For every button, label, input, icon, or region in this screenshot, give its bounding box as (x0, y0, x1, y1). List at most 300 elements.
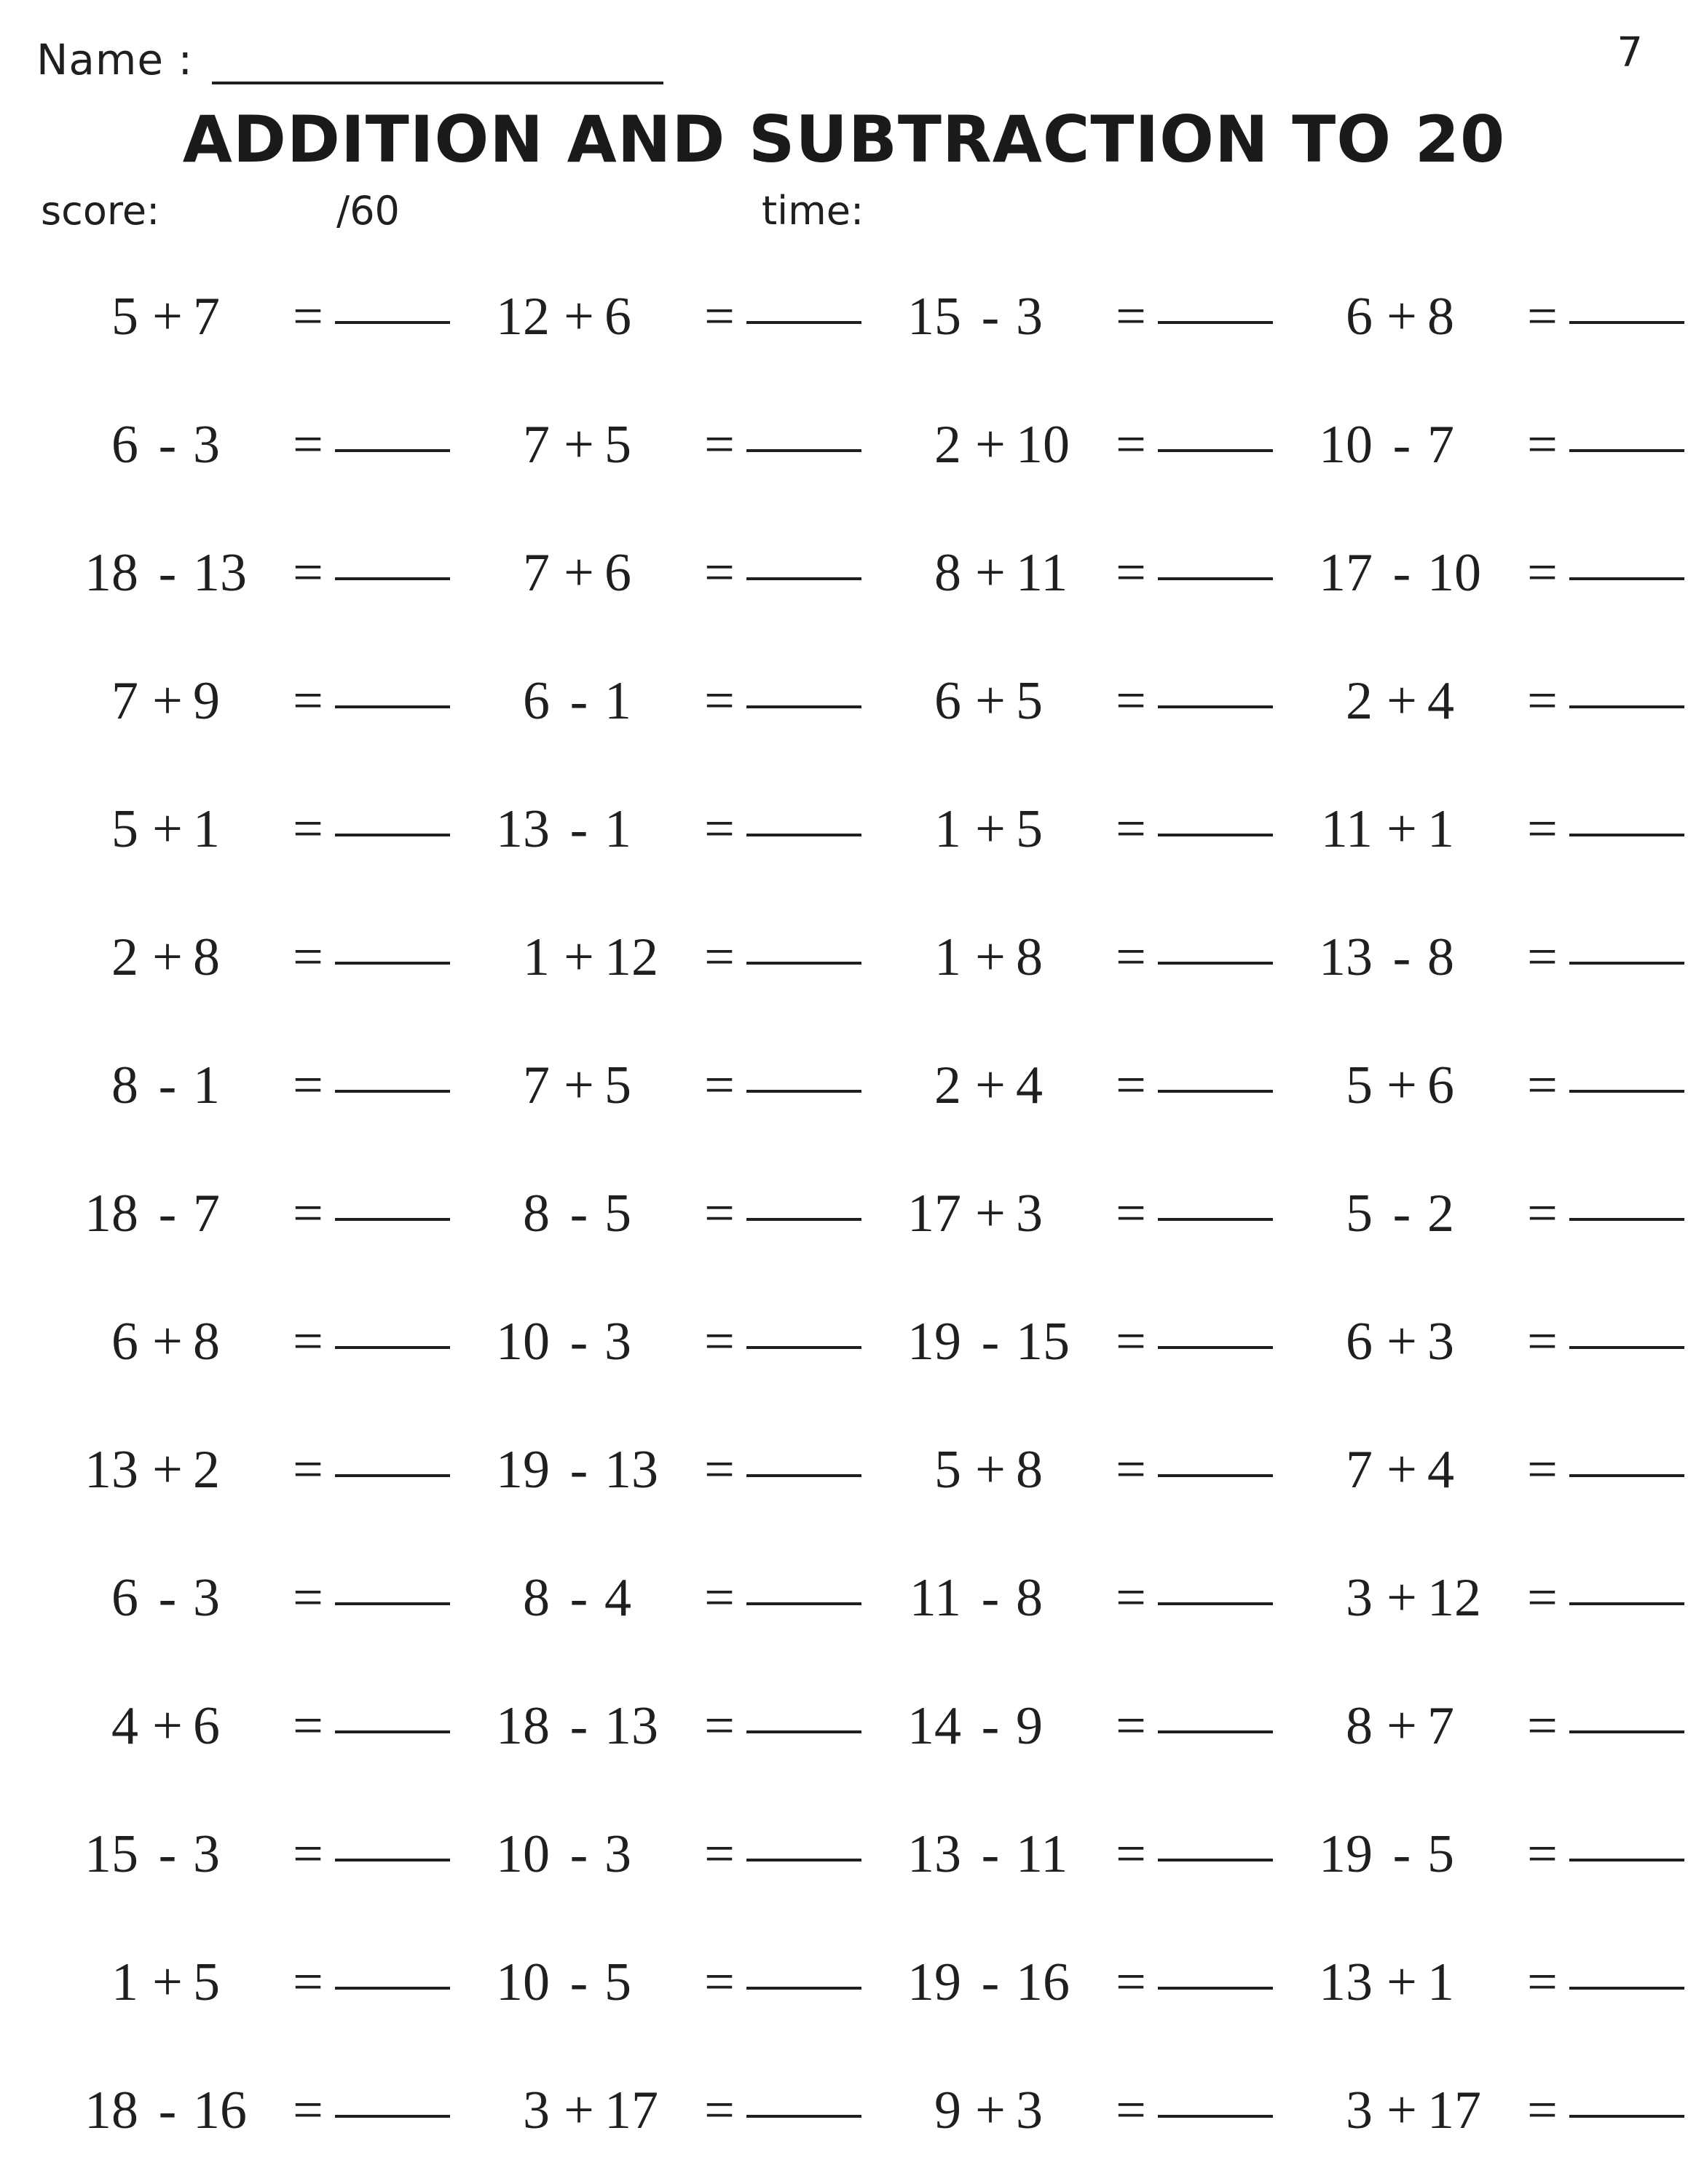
page-title: ADDITION AND SUBTRACTION TO 20 (182, 102, 1506, 177)
math-problem (867, 1818, 1274, 1891)
answer-blank[interactable] (1158, 1049, 1273, 1093)
operand-a: 10 (496, 1312, 550, 1372)
operand-b: 5 (1427, 1824, 1454, 1884)
operand-a: 18 (84, 2081, 138, 2140)
answer-blank[interactable] (746, 1562, 861, 1605)
operator: - (158, 1568, 177, 1628)
equals-sign: = (293, 1696, 323, 1756)
answer-blank[interactable] (746, 793, 861, 836)
operand-b: 9 (1016, 1696, 1043, 1756)
equals-sign: = (293, 1184, 323, 1243)
operand-b: 5 (604, 1056, 631, 1115)
operand-a: 13 (84, 1440, 138, 1500)
math-problem (44, 793, 451, 866)
operand-a: 19 (496, 1440, 550, 1500)
math-problem (455, 1049, 863, 1122)
equals-sign: = (1116, 1952, 1146, 2012)
operand-b: 7 (193, 287, 220, 347)
operator: + (975, 927, 1006, 987)
math-problem (867, 793, 1274, 866)
operator: - (1392, 1184, 1411, 1243)
answer-blank[interactable] (746, 1433, 861, 1477)
math-problem (44, 2074, 451, 2147)
math-problem (455, 408, 863, 481)
equals-sign: = (1527, 543, 1558, 603)
operand-b: 11 (1016, 1824, 1068, 1884)
answer-blank[interactable] (335, 1433, 450, 1477)
math-problem (44, 408, 451, 481)
math-problem (455, 2074, 863, 2147)
answer-blank[interactable] (1158, 1690, 1273, 1733)
operand-a: 9 (934, 2081, 961, 2140)
answer-blank[interactable] (1569, 1049, 1684, 1093)
operand-b: 3 (1427, 1312, 1454, 1372)
operand-b: 6 (604, 543, 631, 603)
equals-sign: = (1527, 1568, 1558, 1628)
operator: - (158, 543, 177, 603)
score-total: /60 (336, 188, 400, 234)
math-problem (867, 2074, 1274, 2147)
operand-b: 17 (1427, 2081, 1481, 2140)
equals-sign: = (1527, 1952, 1558, 2012)
operand-a: 2 (934, 415, 961, 475)
operand-b: 5 (193, 1952, 220, 2012)
equals-sign: = (1116, 1440, 1146, 1500)
answer-blank[interactable] (335, 1690, 450, 1733)
math-problem (455, 280, 863, 353)
math-problem (1278, 665, 1686, 737)
operand-a: 15 (907, 287, 961, 347)
operator: - (569, 1184, 588, 1243)
equals-sign: = (1527, 671, 1558, 731)
equals-sign: = (293, 1824, 323, 1884)
answer-blank[interactable] (335, 1177, 450, 1221)
operand-b: 8 (1427, 927, 1454, 987)
equals-sign: = (293, 287, 323, 347)
operand-b: 5 (604, 415, 631, 475)
math-problem (455, 537, 863, 609)
operand-b: 12 (604, 927, 658, 987)
answer-blank[interactable] (335, 1305, 450, 1349)
operand-b: 2 (193, 1440, 220, 1500)
operand-b: 3 (604, 1312, 631, 1372)
operand-b: 1 (1427, 799, 1454, 859)
operand-a: 1 (523, 927, 550, 987)
answer-blank[interactable] (1158, 2074, 1273, 2118)
operator: + (1387, 1312, 1417, 1372)
equals-sign: = (704, 1312, 735, 1372)
equals-sign: = (293, 1312, 323, 1372)
operand-b: 10 (1427, 543, 1481, 603)
equals-sign: = (1116, 543, 1146, 603)
math-problem (455, 793, 863, 866)
equals-sign: = (293, 1952, 323, 2012)
operand-b: 3 (604, 1824, 631, 1884)
math-problem (1278, 1946, 1686, 2019)
math-problem (867, 280, 1274, 353)
operand-a: 12 (496, 287, 550, 347)
operand-a: 17 (907, 1184, 961, 1243)
operand-b: 11 (1016, 543, 1068, 603)
operand-b: 3 (1016, 1184, 1043, 1243)
answer-blank[interactable] (1569, 921, 1684, 965)
operand-b: 15 (1016, 1312, 1070, 1372)
math-problem (867, 1946, 1274, 2019)
operand-a: 8 (934, 543, 961, 603)
answer-blank[interactable] (335, 1818, 450, 1861)
answer-blank[interactable] (1158, 1818, 1273, 1861)
operator: - (569, 1312, 588, 1372)
operand-a: 19 (1319, 1824, 1373, 1884)
equals-sign: = (704, 415, 735, 475)
operand-a: 5 (934, 1440, 961, 1500)
operand-b: 8 (193, 1312, 220, 1372)
answer-blank[interactable] (335, 665, 450, 708)
operator: - (981, 1952, 1000, 2012)
operand-b: 1 (1427, 1952, 1454, 2012)
answer-blank[interactable] (1569, 1305, 1684, 1349)
operand-b: 4 (1427, 671, 1454, 731)
answer-blank[interactable] (746, 408, 861, 452)
math-problem (867, 537, 1274, 609)
answer-blank[interactable] (1158, 280, 1273, 324)
answer-blank[interactable] (1569, 1177, 1684, 1221)
operator: + (1387, 1440, 1417, 1500)
equals-sign: = (1116, 1568, 1146, 1628)
operator: + (152, 1696, 183, 1756)
operand-a: 19 (907, 1312, 961, 1372)
equals-sign: = (293, 1568, 323, 1628)
answer-blank[interactable] (335, 1562, 450, 1605)
operator: + (564, 543, 594, 603)
operand-a: 10 (1319, 415, 1373, 475)
operator: + (975, 2081, 1006, 2140)
answer-blank[interactable] (1569, 1562, 1684, 1605)
equals-sign: = (1527, 2081, 1558, 2140)
math-problem (1278, 280, 1686, 353)
answer-blank[interactable] (1158, 537, 1273, 580)
math-problem (867, 1562, 1274, 1634)
operand-b: 3 (1016, 287, 1043, 347)
math-problem (455, 1562, 863, 1634)
math-problem (44, 280, 451, 353)
equals-sign: = (704, 1568, 735, 1628)
equals-sign: = (704, 1440, 735, 1500)
operator: - (981, 1312, 1000, 1372)
operand-b: 2 (1427, 1184, 1454, 1243)
operator: - (158, 1184, 177, 1243)
math-problem (44, 1818, 451, 1891)
operand-b: 13 (604, 1696, 658, 1756)
operand-a: 7 (523, 415, 550, 475)
operand-a: 11 (909, 1568, 961, 1628)
answer-blank[interactable] (1158, 921, 1273, 965)
operand-a: 6 (523, 671, 550, 731)
operand-a: 1 (111, 1952, 138, 2012)
equals-sign: = (1527, 1184, 1558, 1243)
answer-blank[interactable] (335, 793, 450, 836)
operand-a: 18 (496, 1696, 550, 1756)
math-problem (1278, 1305, 1686, 1378)
equals-sign: = (293, 927, 323, 987)
answer-blank[interactable] (1569, 2074, 1684, 2118)
operator: - (569, 1952, 588, 2012)
answer-blank[interactable] (746, 1818, 861, 1861)
operand-b: 16 (1016, 1952, 1070, 2012)
operator: + (1387, 2081, 1417, 2140)
answer-blank[interactable] (746, 1049, 861, 1093)
operand-a: 13 (1319, 1952, 1373, 2012)
math-problem (44, 1946, 451, 2019)
operator: + (975, 799, 1006, 859)
operand-b: 4 (604, 1568, 631, 1628)
operand-a: 5 (1346, 1056, 1373, 1115)
equals-sign: = (704, 927, 735, 987)
math-problem (1278, 921, 1686, 994)
answer-blank[interactable] (335, 1049, 450, 1093)
operator: + (152, 1312, 183, 1372)
answer-blank[interactable] (1569, 1818, 1684, 1861)
operand-a: 8 (111, 1056, 138, 1115)
operand-b: 13 (604, 1440, 658, 1500)
equals-sign: = (1116, 927, 1146, 987)
operator: + (1387, 1568, 1417, 1628)
operator: + (152, 1440, 183, 1500)
operand-a: 8 (1346, 1696, 1373, 1756)
equals-sign: = (1116, 287, 1146, 347)
operator: + (1387, 671, 1417, 731)
equals-sign: = (704, 543, 735, 603)
answer-blank[interactable] (1158, 1177, 1273, 1221)
math-problem (455, 1305, 863, 1378)
equals-sign: = (704, 1952, 735, 2012)
operator: + (564, 1056, 594, 1115)
equals-sign: = (1527, 927, 1558, 987)
answer-blank[interactable] (746, 280, 861, 324)
operand-b: 12 (1427, 1568, 1481, 1628)
equals-sign: = (1116, 799, 1146, 859)
operator: - (1392, 1824, 1411, 1884)
answer-blank[interactable] (746, 921, 861, 965)
operator: - (1392, 543, 1411, 603)
operator: - (981, 1824, 1000, 1884)
operator: + (975, 1440, 1006, 1500)
operand-b: 6 (193, 1696, 220, 1756)
operand-a: 2 (1346, 671, 1373, 731)
equals-sign: = (1116, 415, 1146, 475)
operator: - (1392, 415, 1411, 475)
math-problem (455, 1818, 863, 1891)
math-problem (1278, 2074, 1686, 2147)
answer-blank[interactable] (1158, 1433, 1273, 1477)
operand-b: 7 (193, 1184, 220, 1243)
math-problem (455, 665, 863, 737)
math-problem (867, 1690, 1274, 1762)
operand-b: 8 (1427, 287, 1454, 347)
equals-sign: = (1527, 1312, 1558, 1372)
answer-blank[interactable] (1158, 1305, 1273, 1349)
operand-b: 7 (1427, 1696, 1454, 1756)
operand-b: 1 (193, 799, 220, 859)
equals-sign: = (1527, 1824, 1558, 1884)
answer-blank[interactable] (1569, 1690, 1684, 1733)
operand-a: 19 (907, 1952, 961, 2012)
math-problem (44, 1690, 451, 1762)
operand-a: 8 (523, 1184, 550, 1243)
operator: + (564, 415, 594, 475)
operand-b: 1 (604, 799, 631, 859)
operator: - (569, 1440, 588, 1500)
operand-b: 1 (604, 671, 631, 731)
answer-blank[interactable] (1158, 665, 1273, 708)
math-problem (1278, 1818, 1686, 1891)
answer-blank[interactable] (1158, 408, 1273, 452)
operand-b: 3 (193, 415, 220, 475)
operator: - (981, 287, 1000, 347)
equals-sign: = (1116, 1184, 1146, 1243)
math-problem (1278, 1049, 1686, 1122)
operator: + (975, 415, 1006, 475)
operand-a: 2 (934, 1056, 961, 1115)
math-problem (1278, 408, 1686, 481)
operand-a: 7 (523, 1056, 550, 1115)
equals-sign: = (1116, 1824, 1146, 1884)
answer-blank[interactable] (1569, 793, 1684, 836)
operand-b: 4 (1427, 1440, 1454, 1500)
answer-blank[interactable] (1569, 408, 1684, 452)
operand-a: 1 (934, 927, 961, 987)
answer-blank[interactable] (335, 408, 450, 452)
operator: + (152, 799, 183, 859)
equals-sign: = (704, 671, 735, 731)
operator: + (975, 1184, 1006, 1243)
operator: + (975, 671, 1006, 731)
operand-a: 17 (1319, 543, 1373, 603)
operand-b: 16 (193, 2081, 247, 2140)
operator: - (158, 415, 177, 475)
answer-blank[interactable] (746, 1305, 861, 1349)
answer-blank[interactable] (1158, 793, 1273, 836)
math-problem (44, 1305, 451, 1378)
operand-b: 6 (604, 287, 631, 347)
name-label: Name : (36, 35, 194, 84)
equals-sign: = (1527, 415, 1558, 475)
math-problem (867, 1177, 1274, 1250)
answer-blank[interactable] (746, 2074, 861, 2118)
operator: + (152, 1952, 183, 2012)
operand-b: 7 (1427, 415, 1454, 475)
equals-sign: = (704, 1056, 735, 1115)
operand-b: 5 (604, 1952, 631, 2012)
answer-blank[interactable] (746, 665, 861, 708)
equals-sign: = (1116, 671, 1146, 731)
equals-sign: = (704, 799, 735, 859)
math-problem (1278, 1433, 1686, 1506)
page-number: 7 (1617, 29, 1643, 76)
answer-blank[interactable] (335, 280, 450, 324)
operand-a: 5 (1346, 1184, 1373, 1243)
time-label: time: (762, 188, 864, 234)
equals-sign: = (293, 2081, 323, 2140)
operator: + (564, 287, 594, 347)
name-input-line[interactable] (212, 38, 663, 84)
answer-blank[interactable] (1158, 1562, 1273, 1605)
operand-b: 1 (193, 1056, 220, 1115)
equals-sign: = (1527, 1056, 1558, 1115)
operand-b: 8 (193, 927, 220, 987)
answer-blank[interactable] (746, 537, 861, 580)
operator: + (564, 2081, 594, 2140)
answer-blank[interactable] (1569, 1433, 1684, 1477)
operand-a: 10 (496, 1952, 550, 2012)
answer-blank[interactable] (1158, 1946, 1273, 1990)
operand-a: 5 (111, 799, 138, 859)
answer-blank[interactable] (746, 1177, 861, 1221)
operand-b: 3 (193, 1568, 220, 1628)
equals-sign: = (1527, 287, 1558, 347)
math-problem (455, 1433, 863, 1506)
equals-sign: = (1116, 1696, 1146, 1756)
answer-blank[interactable] (335, 537, 450, 580)
operator: - (569, 799, 588, 859)
math-problem (1278, 1562, 1686, 1634)
equals-sign: = (1527, 1440, 1558, 1500)
operand-a: 18 (84, 543, 138, 603)
answer-blank[interactable] (1569, 280, 1684, 324)
operator: + (1387, 1952, 1417, 2012)
operator: - (569, 1824, 588, 1884)
operand-a: 13 (907, 1824, 961, 1884)
operand-a: 7 (1346, 1440, 1373, 1500)
answer-blank[interactable] (1569, 537, 1684, 580)
math-problem (455, 1946, 863, 2019)
operand-b: 8 (1016, 927, 1043, 987)
operand-a: 3 (523, 2081, 550, 2140)
equals-sign: = (293, 1056, 323, 1115)
answer-blank[interactable] (335, 2074, 450, 2118)
operand-a: 8 (523, 1568, 550, 1628)
math-problem (455, 1690, 863, 1762)
answer-blank[interactable] (746, 1690, 861, 1733)
problem-grid (0, 280, 1688, 2173)
operand-a: 11 (1320, 799, 1373, 859)
operand-a: 15 (84, 1824, 138, 1884)
operator: + (975, 1056, 1006, 1115)
answer-blank[interactable] (335, 921, 450, 965)
equals-sign: = (293, 543, 323, 603)
operator: - (1392, 927, 1411, 987)
name-field (36, 35, 663, 84)
equals-sign: = (293, 799, 323, 859)
math-problem (867, 1305, 1274, 1378)
answer-blank[interactable] (335, 1946, 450, 1990)
operand-a: 13 (1319, 927, 1373, 987)
operand-b: 13 (193, 543, 247, 603)
answer-blank[interactable] (1569, 1946, 1684, 1990)
equals-sign: = (1116, 1312, 1146, 1372)
answer-blank[interactable] (1569, 665, 1684, 708)
operand-a: 1 (934, 799, 961, 859)
operator: - (158, 1056, 177, 1115)
operand-b: 8 (1016, 1568, 1043, 1628)
operand-a: 3 (1346, 2081, 1373, 2140)
operand-b: 10 (1016, 415, 1070, 475)
math-problem (1278, 793, 1686, 866)
math-problem (455, 921, 863, 994)
answer-blank[interactable] (746, 1946, 861, 1990)
math-problem (1278, 1177, 1686, 1250)
math-problem (867, 665, 1274, 737)
